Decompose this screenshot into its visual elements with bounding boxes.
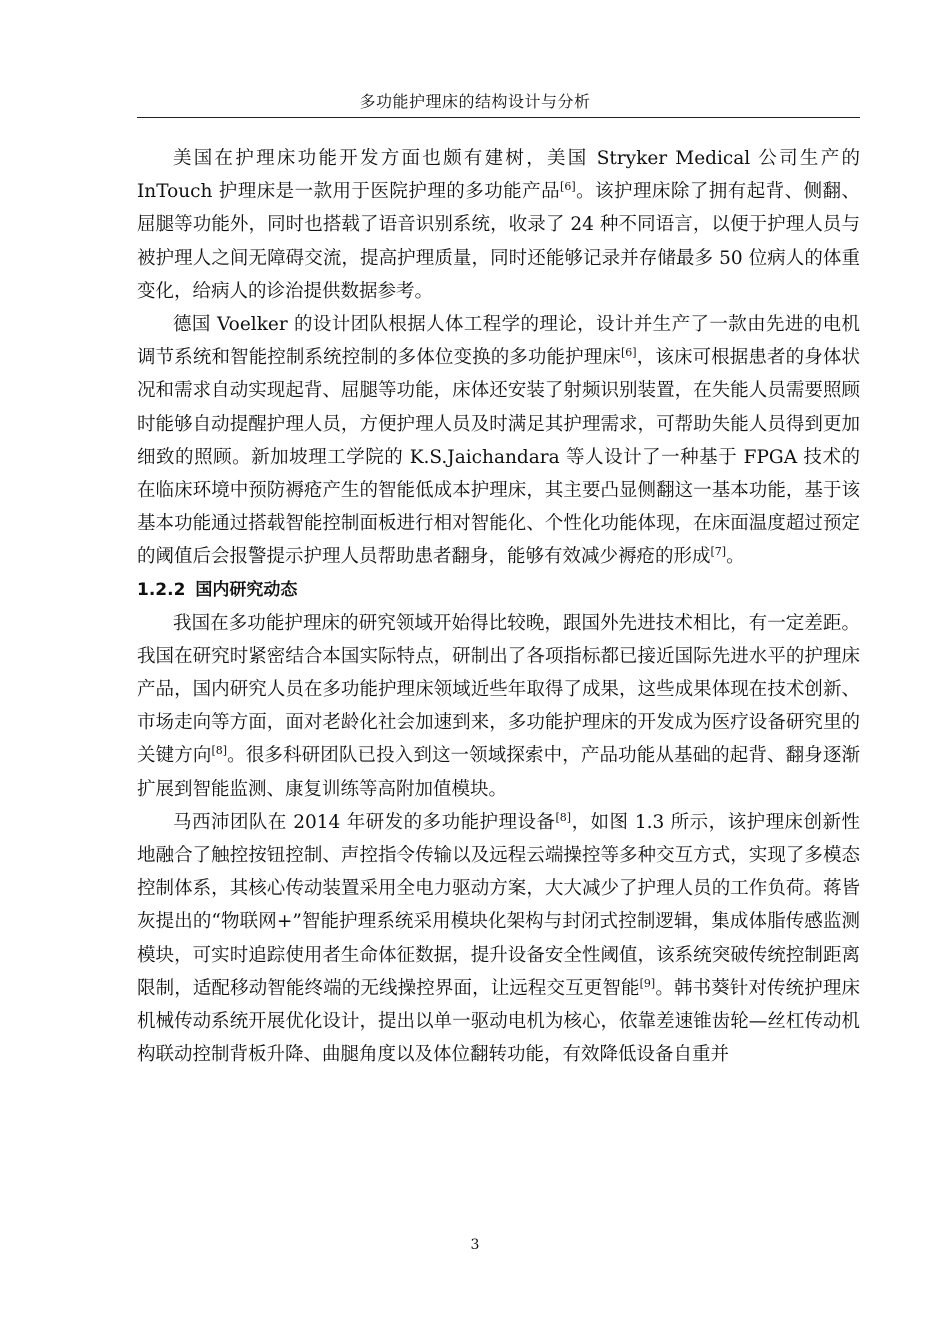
body-text xyxy=(137,142,860,1071)
section-heading xyxy=(137,574,860,607)
section-number: 1.2.2 xyxy=(137,579,186,600)
paragraph-text: 德国 Voelker 的设计团队根据人体工程学的理论，设计并生产了一款由先进的电机调节系统和智能控制系统控制的多体位变换的多功能护理床 xyxy=(137,314,860,369)
paragraph-maxipei xyxy=(137,806,860,1072)
paragraph-text: ，如图 1.3 所示，该护理床创新性地融合了触控按钮控制、声控指令传输以及远程云端操控等多种交互方式，实现了多模态控制体系，其核心传动装置采用全电力驱动方案，大大减少了护理人员的工作负荷。蒋皆灰提出的“物联网+”智能护理系统采用模块化架构与封闭式控制逻辑，集成体脂传感监测模块，可实时追踪使用者生命体征数据，提升设备安全性阈值，该系统突破传统控制距离限制，适配移动智能终端的无线操控界面，让远程交互更智能 xyxy=(137,811,860,999)
citation-ref[interactable]: [6] xyxy=(560,180,576,194)
section-title: 国内研究动态 xyxy=(195,579,298,600)
citation-ref[interactable]: [7] xyxy=(710,545,727,559)
paragraph-text: 美国在护理床功能开发方面也颇有建树，美国 Stryker Medical 公司生产的 InTouch 护理床是一款用于医院护理的多功能产品 xyxy=(137,148,860,203)
running-header: 多功能护理床的结构设计与分析 xyxy=(359,92,591,111)
paragraph-text: 马西沛团队在 2014 年研发的多功能护理设备 xyxy=(173,811,556,833)
citation-ref[interactable]: [8] xyxy=(211,744,228,758)
header-rule xyxy=(137,117,860,118)
paragraph-intouch xyxy=(137,142,860,308)
citation-ref[interactable]: [8] xyxy=(555,810,572,824)
citation-ref[interactable]: [9] xyxy=(639,976,656,990)
paragraph-text: 。韩书葵针对传统护理床机械传动系统开展优化设计，提出以单一驱动电机为核心，依靠差速锥齿轮—丝杠传动机构联动控制背板升降、曲腿角度以及体位翻转功能，有效降低设备自重并 xyxy=(137,977,860,1066)
paragraph-text: ，该床可根据患者的身体状况和需求自动实现起背、屈腿等功能，床体还安装了射频识别装置，在失能人员需要照顾时能够自动提醒护理人员，方便护理人员及时满足其护理需求，可帮助失能人员得到更加细致的照顾。新加坡理工学院的 K.S.Jaichandara 等人设计了一种基于 FPGA 技术的在临床环境中预防褥疮产生的智能低成本护理床，其主要凸显侧翻这一基本功能，基于该基本功能通过搭载智能控制面板进行相对智能化、个性化功能体现，在床面温度超过预定的阈值后会报警提示护理人员帮助患者翻身，能够有效减少褥疮的形成 xyxy=(137,347,860,568)
paragraph-domestic xyxy=(137,607,860,806)
paragraph-text: 。 xyxy=(726,546,745,568)
paragraph-text: 我国在多功能护理床的研究领域开始得比较晚，跟国外先进技术相比，有一定差距。我国在研究时紧密结合本国实际特点，研制出了各项指标都已接近国际先进水平的护理床产品，国内研究人员在多功能护理床领域近些年取得了成果，这些成果体现在技术创新、市场走向等方面，面对老龄化社会加速到来，多功能护理床的开发成为医疗设备研究里的关键方向 xyxy=(137,612,860,767)
paragraph-voelker xyxy=(137,308,860,574)
page-number: 3 xyxy=(470,1237,480,1253)
paragraph-text: 。很多科研团队已投入到这一领域探索中，产品功能从基础的起背、翻身逐渐扩展到智能监测、康复训练等高附加值模块。 xyxy=(137,745,860,800)
citation-ref[interactable]: [6] xyxy=(621,346,637,360)
paragraph-text: 。该护理床除了拥有起背、侧翻、屈腿等功能外，同时也搭载了语音识别系统，收录了 24 种不同语言，以便于护理人员与被护理人之间无障碍交流，提高护理质量，同时还能够记录并存储最多 50 位病人的体重变化，给病人的诊治提供数据参考。 xyxy=(137,181,860,302)
